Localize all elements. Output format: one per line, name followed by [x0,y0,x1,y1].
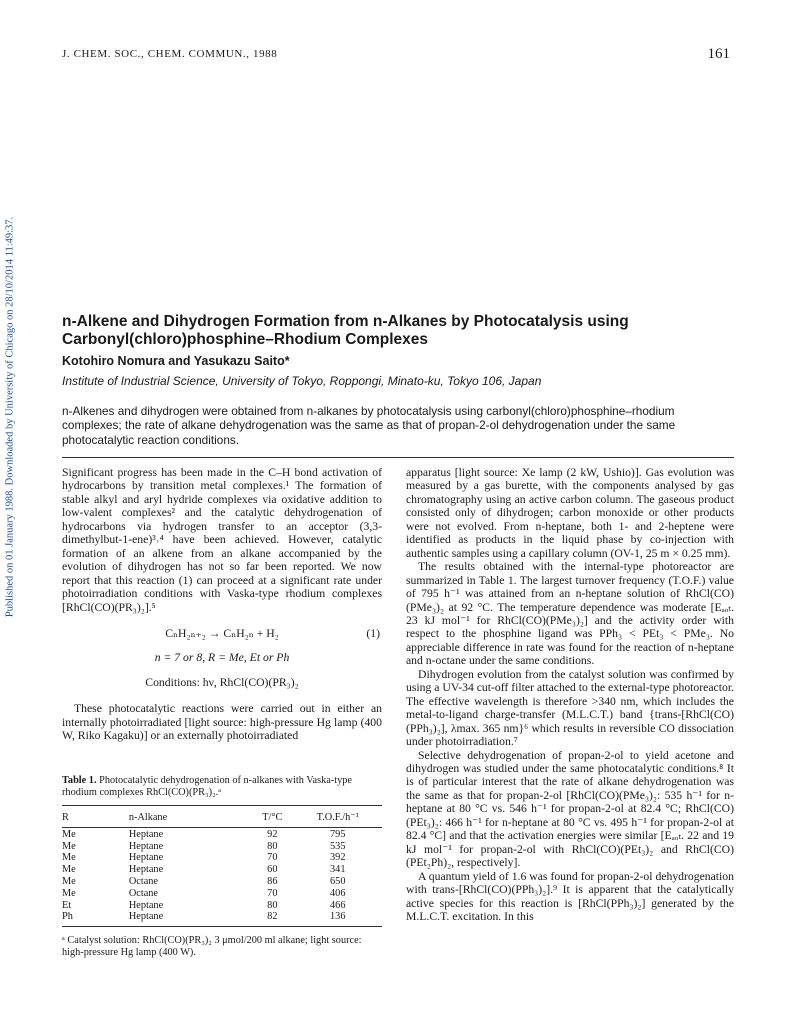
cell: Ph [62,911,73,923]
cell: Me [62,864,76,876]
table-label: Table 1. [62,775,97,786]
equation-conditions: Conditions: hν, RhCl(CO)(PR₃)₂ [145,675,299,689]
article-title: n-Alkene and Dihydrogen Formation from n-Alkanes by Photocatalysis using Carbonyl(chloro)phosphine–Rhodium Complexes [62,313,629,348]
right-column [406,466,734,923]
download-watermark[interactable] [2,212,18,622]
table-row [62,829,382,841]
cell: 341 [330,864,346,876]
cell: 70 [267,852,278,864]
table-row [62,911,382,923]
table-footnote: ᵃ Catalyst solution: RhCl(CO)(PR₃)₂ 3 μmol/200 ml alkane; light source: high-pressure Hg lamp (400 W). [62,935,362,958]
cell: 80 [267,899,278,911]
cell: 92 [267,828,278,840]
cell: 60 [267,864,278,876]
table-row [62,876,382,888]
cell: 136 [330,911,346,923]
cell: 795 [330,828,346,840]
table-caption [62,775,382,799]
table-row [62,852,382,864]
cell: Heptane [128,840,164,852]
article-authors: Kotohiro Nomura and Yasukazu Saito* [62,354,290,368]
column-header: T.O.F./h⁻¹ [316,812,359,823]
table-row [62,864,382,876]
table-caption-text: Photocatalytic dehydrogenation of n-alkanes with Vaska-type rhodium complexes RhCl(CO)(PR₃)₂.ᵃ [62,775,352,798]
cell: Me [62,840,76,852]
cell: Octane [128,887,158,899]
article-affiliation: Institute of Industrial Science, University of Tokyo, Roppongi, Minato-ku, Tokyo 106, Japan [62,374,542,388]
body-paragraph: apparatus [light source: Xe lamp (2 kW, Ushio)]. Gas evolution was measured by a gas burette, with the components analysed by gas chromatography using an active carbon column. The gaseous product consisted only of dihydrogen; carbon monoxide or other products were not evolved. From n-heptane, both 1- and 2-heptene were identified as products in the liquid phase by co-injection with authentic samples using a capillary column (OV-1, 25 m × 0.25 mm). [406,466,734,560]
body-paragraph: A quantum yield of 1.6 was found for propan-2-ol dehydrogenation with trans-[RhCl(CO)(PPh₃)₂].⁹ It is apparent that the catalytically active species for this reaction is [RhCl(PPh₃)₂] generated by the M.L.C.T. excitation. In this [406,869,734,923]
cell: Octane [128,875,158,887]
page-number: 161 [707,46,730,62]
cell: 86 [267,875,278,887]
cell: Me [62,852,76,864]
download-watermark-text: Published on 01 January 1988. Downloaded by University of Chicago on 28/10/2014 11:49:37. [4,216,16,618]
table-top-rule [62,805,382,806]
cell: 406 [330,887,346,899]
cell: Heptane [128,911,164,923]
equation-conditions: n = 7 or 8, R = Me, Et or Ph [154,651,290,665]
body-paragraph: Selective dehydrogenation of propan-2-ol to yield acetone and dihydrogen was studied under the same photocatalytic conditions.⁸ It is of particular interest that the rate of alkane dehydrogenation was the same as that for propan-2-ol [RhCl(CO)(PMe₃)₂: 535 h⁻¹ for n-heptane at 80 °C vs. 546 h⁻¹ for propan-2-ol at 82.4 °C; RhCl(CO)(PEt₃)₂: 466 h⁻¹ for n-heptane at 80 °C vs. 495 h⁻¹ for propan-2-ol at 82.4 °C] and that the activation energies were similar [Eₐₒₜ. 22 and 19 kJ mol⁻¹ for propan-2-ol with RhCl(CO)(PEt₃)₂ and RhCl(CO)(PEt₂Ph)₂, respectively]. [406,748,734,870]
results-table [62,812,382,923]
body-paragraph: Significant progress has been made in the C–H bond activation of hydrocarbons by transition metal complexes.¹ The formation of stable alkyl and aryl hydride complexes via oxidative addition to low-valent complexes² and the catalytic dehydrogenation of hydrocarbons via hydrogen transfer to an acceptor (3,3-dimethylbut-1-ene)³˒⁴ have been achieved. However, catalytic formation of an alkene from an alkane accompanied by the evolution of dihydrogen has not so far been reported. We now report that this reaction (1) can proceed at a significant rate under photoirradiation conditions with Vaska-type rhodium complexes [RhCl(CO)(PR₃)₂].⁵ [62,466,382,614]
cell: 466 [330,899,346,911]
body-paragraph: These photocatalytic reactions were carried out in either an internally photoirradiated [light source: high-pressure Hg lamp (400 W, Riko Kagaku)] or an externally photoirradiated [62,702,382,743]
cell: 82 [267,911,278,923]
cell: Et [62,899,72,911]
cell: Heptane [128,864,164,876]
cell: Me [62,887,76,899]
column-header: T/°C [262,812,283,823]
table-header-row [62,812,382,824]
cell: 535 [330,840,346,852]
table-row [62,888,382,900]
cell: 70 [267,887,278,899]
equation-number: (1) [366,626,380,640]
journal-header: J. CHEM. SOC., CHEM. COMMUN., 1988 [62,48,278,60]
body-paragraph: The results obtained with the internal-type photoreactor are summarized in Table 1. The largest turnover frequency (T.O.F.) value of 795 h⁻¹ was attained from an n-heptane solution of RhCl(CO)(PMe₃)₂ at 92 °C. The temperature dependence was moderate [Eₐₒₜ. 23 kJ mol⁻¹ for RhCl(CO)(PMe₃)₂] and the activity order with respect to the phosphine ligand was PPh₃ < PEt₃ < PMe₃. No appreciable difference in rate was found for the reaction of n-heptane and n-octane under the same conditions. [406,560,734,668]
cell: Heptane [128,899,164,911]
body-paragraph: Dihydrogen evolution from the catalyst solution was confirmed by using a UV-34 cut-off filter attached to the external-type photoreactor. The effective wavelength is therefore >340 nm, which includes the metal-to-ligand charge-transfer (M.L.C.T.) band {trans-[RhCl(CO)(PPh₃)₂], λmax. 365 nm}⁶ which results in reversible CO dissociation under photoirradiation.⁷ [406,667,734,749]
reaction-equation [62,627,382,640]
cell: Me [62,875,76,887]
cell: Heptane [128,852,164,864]
table-row [62,841,382,853]
cell: 650 [330,875,346,887]
column-header: R [62,812,69,823]
equation-formula: CₙH₂ₙ₊₂ → CₙH₂ₙ + H₂ [165,626,279,640]
left-column [62,466,382,743]
cell: 80 [267,840,278,852]
table-bottom-rule [62,926,382,927]
table-row [62,900,382,912]
cell: Me [62,828,76,840]
cell: Heptane [128,828,164,840]
abstract-divider [62,457,734,458]
column-header: n-Alkane [128,812,168,823]
article-abstract: n-Alkenes and dihydrogen were obtained from n-alkanes by photocatalysis using carbonyl(chloro)phosphine–rhodium complexes; the rate of alkane dehydrogenation was the same as that of propan-2-ol dehydrogenation under the same photocatalytic reaction conditions. [62,404,676,447]
cell: 392 [330,852,346,864]
